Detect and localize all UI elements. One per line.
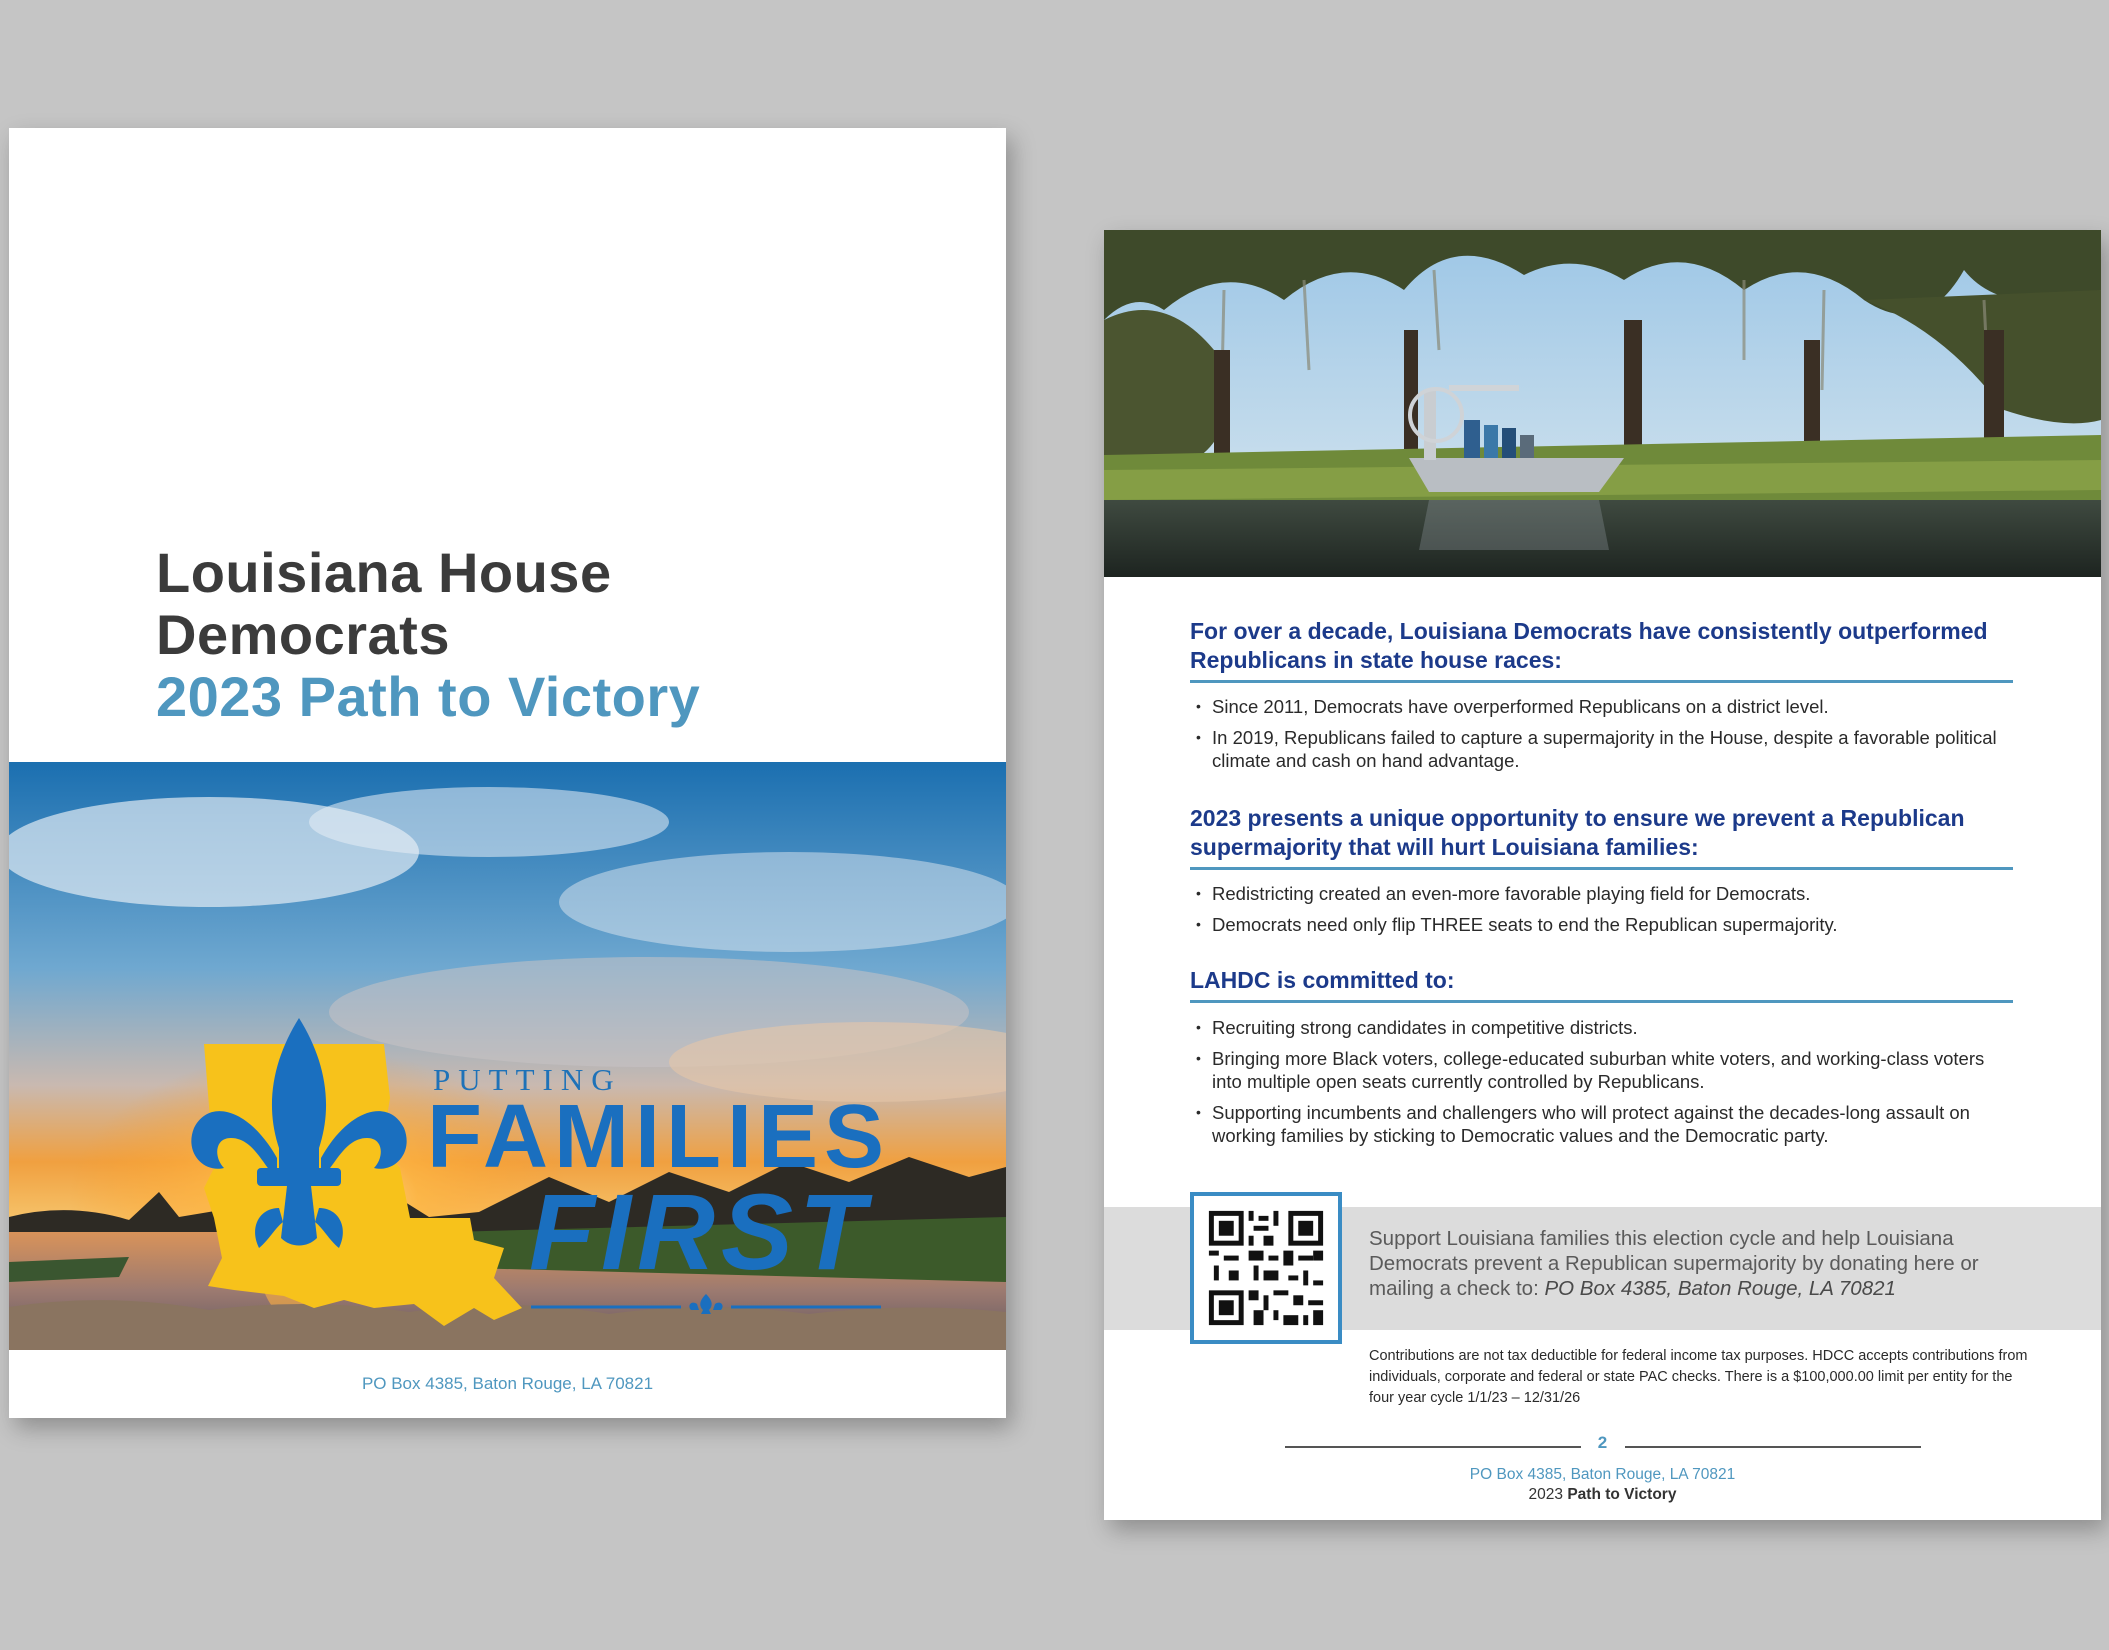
track-record-list xyxy=(1190,695,2013,780)
logo-putting-text: PUTTING xyxy=(433,1062,622,1097)
donate-message xyxy=(1369,1226,2029,1301)
page-number: 2 xyxy=(1597,1433,1608,1452)
logo-first-text: FIRST xyxy=(529,1171,871,1292)
donate-qr-code[interactable] xyxy=(1190,1192,1342,1344)
commitments-list xyxy=(1190,1016,2013,1155)
cover-title-line1: Louisiana House xyxy=(156,541,612,604)
contribution-disclaimer: Contributions are not tax deductible for federal income tax purposes. HDCC accepts contributions from individuals, corporate and federal or state PAC checks. There is a $100,000.00 limit per entity for the four year cycle 1/1/23 – 12/31/26 xyxy=(1369,1348,2028,1406)
logo-divider xyxy=(531,1292,881,1322)
cover-page xyxy=(9,128,1006,1418)
donate-address: PO Box 4385, Baton Rouge, LA 70821 xyxy=(1544,1277,1896,1300)
list-item: • Democrats need only flip THREE seats to end the Republican supermajority. xyxy=(1190,913,2013,936)
cover-title xyxy=(156,542,700,728)
list-item: • Redistricting created an even-more favorable playing field for Democrats. xyxy=(1190,882,2013,905)
cover-footer-address: PO Box 4385, Baton Rouge, LA 70821 xyxy=(361,1374,654,1393)
list-item: • Since 2011, Democrats have overperformed Republicans on a district level. xyxy=(1190,695,2013,718)
section-heading-commitments: LAHDC is committed to: xyxy=(1190,966,2013,1003)
content-page xyxy=(1104,230,2101,1520)
section-heading-opportunity: 2023 presents a unique opportunity to ensure we prevent a Republican supermajority that will hurt Louisiana families: xyxy=(1190,804,2013,870)
logo-families-text: FAMILIES xyxy=(427,1087,891,1187)
footer-address: PO Box 4385, Baton Rouge, LA 70821 xyxy=(1469,1466,1736,1483)
swamp-airboat-photo xyxy=(1104,230,2101,577)
footer-tag-year: 2023 xyxy=(1528,1486,1564,1503)
list-item: • Bringing more Black voters, college-educated suburban white voters, and working-class voters into multiple open seats currently controlled by Republicans. xyxy=(1190,1047,2013,1093)
cover-subtitle: 2023 Path to Victory xyxy=(156,665,701,728)
fleur-de-lis-icon xyxy=(179,1008,419,1278)
list-item: • In 2019, Republicans failed to capture a supermajority in the House, despite a favorable political climate and cash on hand advantage. xyxy=(1190,726,2013,772)
footer-tag-title: Path to Victory xyxy=(1567,1486,1677,1503)
footer-tagline xyxy=(1104,1486,2101,1504)
cover-title-line2: Democrats xyxy=(156,603,450,666)
donate-message-text: Support Louisiana families this election cycle and help Louisiana Democrats prevent a Republican supermajority by donating here or mailing a check to: xyxy=(1369,1227,1979,1300)
list-item: • Recruiting strong candidates in competitive districts. xyxy=(1190,1016,2013,1039)
section-heading-track-record: For over a decade, Louisiana Democrats have consistently outperformed Republicans in state house races: xyxy=(1190,617,2013,683)
list-item: • Supporting incumbents and challengers who will protect against the decades-long assault on working families by sticking to Democratic values and the Democratic party. xyxy=(1190,1101,2013,1147)
opportunity-list xyxy=(1190,882,2013,944)
qr-code-icon xyxy=(1194,1196,1338,1340)
